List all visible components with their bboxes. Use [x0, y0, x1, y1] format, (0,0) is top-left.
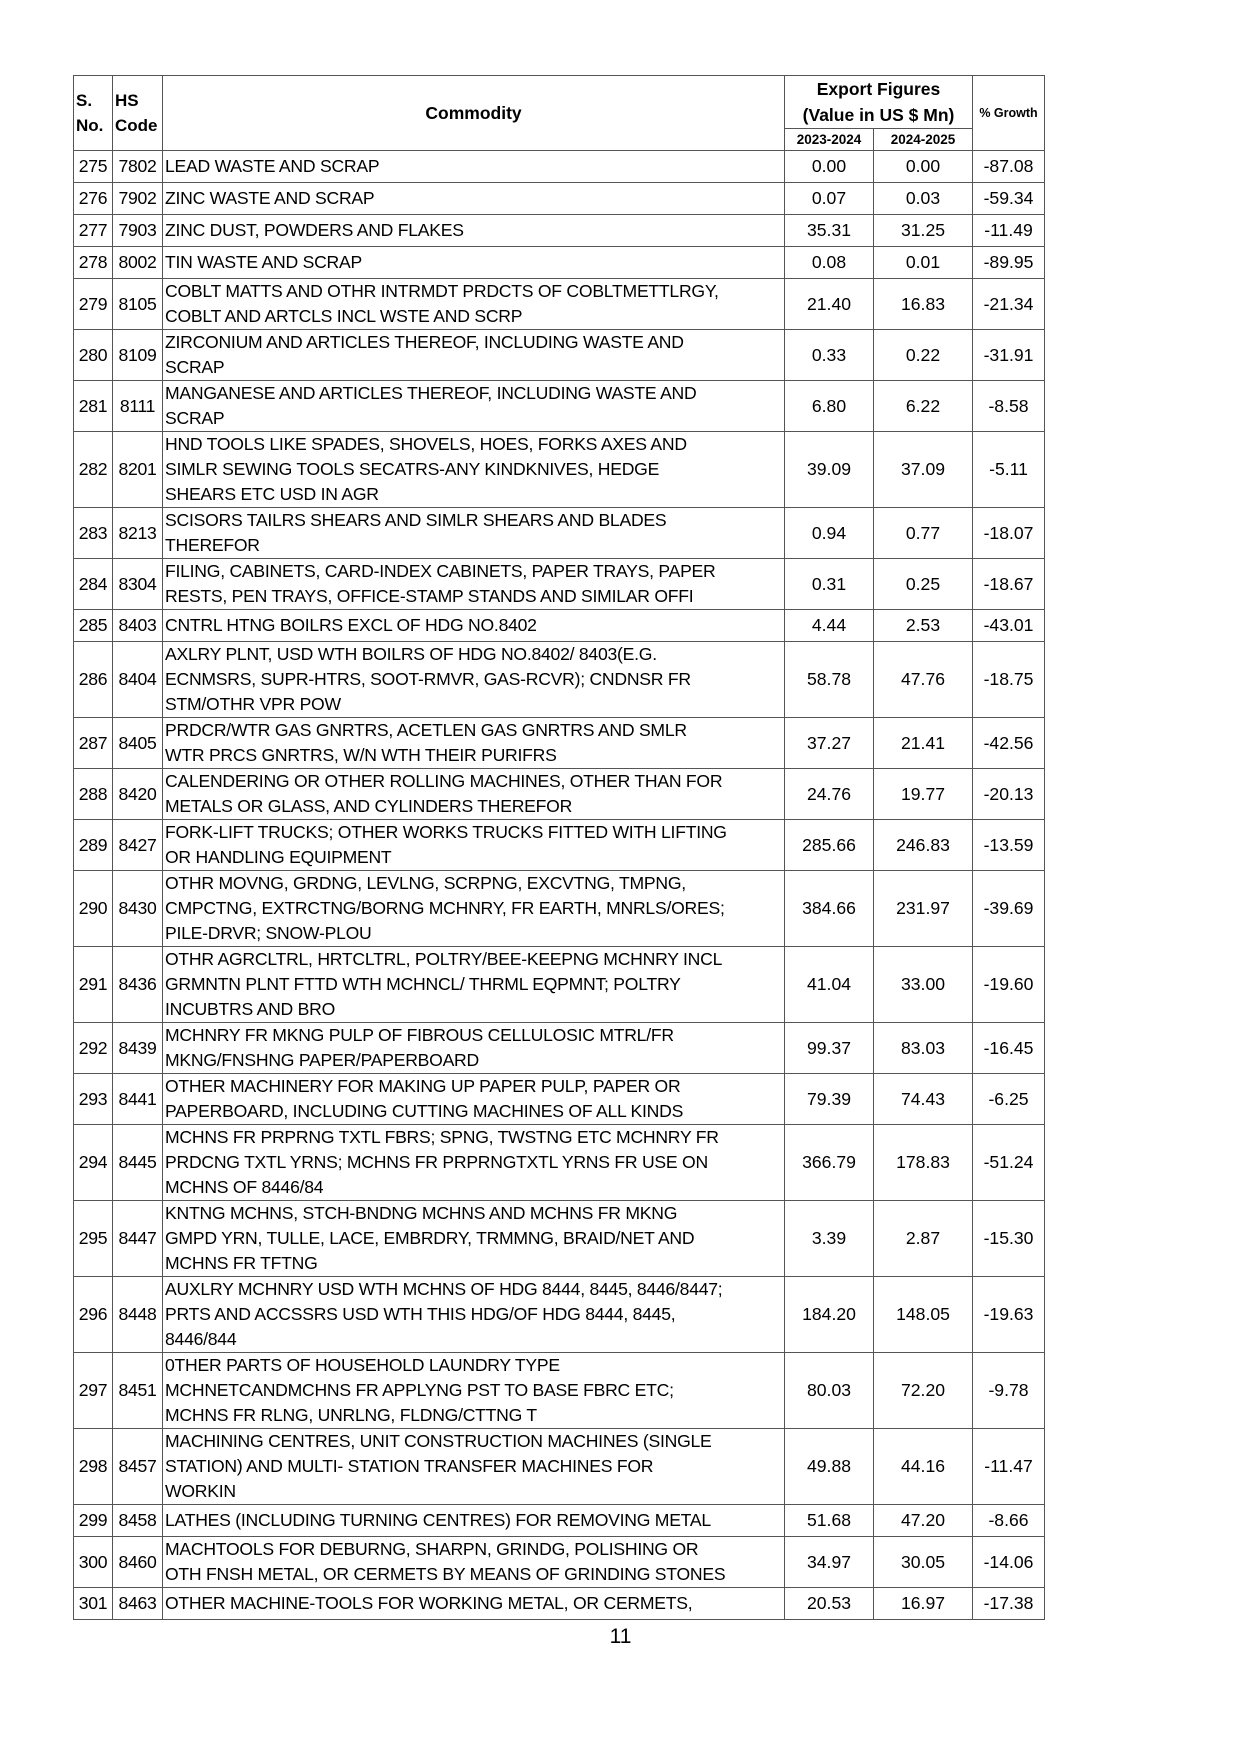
- value-2024-2025-cell: 21.41: [874, 718, 973, 769]
- commodity-line: OR HANDLING EQUIPMENT: [165, 847, 392, 867]
- commodity-line: MCHNETCANDMCHNS FR APPLYNG PST TO BASE FBRC ETC;: [165, 1380, 674, 1400]
- growth-cell: -42.56: [973, 718, 1045, 769]
- growth-cell: -14.06: [973, 1537, 1045, 1588]
- commodity-cell: [163, 183, 785, 215]
- commodity-cell: [163, 610, 785, 642]
- commodity-line: FORK-LIFT TRUCKS; OTHER WORKS TRUCKS FITTED WITH LIFTING: [165, 822, 727, 842]
- page-number: 11: [609, 1625, 632, 1648]
- table-row: [74, 1537, 1045, 1588]
- value-2023-2024-cell: 285.66: [785, 820, 874, 871]
- value-2024-2025-cell: 44.16: [874, 1429, 973, 1505]
- table-body: [74, 151, 1045, 1620]
- commodity-cell: [163, 559, 785, 610]
- commodity-line: TIN WASTE AND SCRAP: [165, 252, 362, 272]
- commodity-line: PRDCR/WTR GAS GNRTRS, ACETLEN GAS GNRTRS AND SMLR: [165, 720, 687, 740]
- hs-code-cell: 8451: [113, 1353, 163, 1429]
- commodity-line: STATION) AND MULTI- STATION TRANSFER MACHINES FOR: [165, 1456, 654, 1476]
- commodity-line: ZINC DUST, POWDERS AND FLAKES: [165, 220, 464, 240]
- commodity-cell: [163, 718, 785, 769]
- table-row: [74, 330, 1045, 381]
- commodity-cell: [163, 1537, 785, 1588]
- value-2024-2025-cell: 178.83: [874, 1125, 973, 1201]
- commodity-line: CALENDERING OR OTHER ROLLING MACHINES, OTHER THAN FOR: [165, 771, 723, 791]
- growth-cell: -17.38: [973, 1588, 1045, 1620]
- table-row: [74, 871, 1045, 947]
- commodity-cell: [163, 1125, 785, 1201]
- hs-code-cell: 8448: [113, 1277, 163, 1353]
- table-row: [74, 1505, 1045, 1537]
- value-2024-2025-cell: 0.77: [874, 508, 973, 559]
- serial-number-cell: 300: [74, 1537, 113, 1588]
- commodity-line: RESTS, PEN TRAYS, OFFICE-STAMP STANDS AND SIMILAR OFFI: [165, 586, 694, 606]
- value-2023-2024-cell: 0.33: [785, 330, 874, 381]
- header-hs-code-line: HS: [115, 91, 139, 110]
- table-row: [74, 642, 1045, 718]
- value-2023-2024-cell: 35.31: [785, 215, 874, 247]
- value-2023-2024-cell: 21.40: [785, 279, 874, 330]
- commodity-line: MCHNS FR TFTNG: [165, 1253, 318, 1273]
- hs-code-cell: 7802: [113, 151, 163, 183]
- commodity-line: MACHTOOLS FOR DEBURNG, SHARPN, GRINDG, POLISHING OR: [165, 1539, 699, 1559]
- value-2023-2024-cell: 0.31: [785, 559, 874, 610]
- commodity-line: PRTS AND ACCSSRS USD WTH THIS HDG/OF HDG 8444, 8445,: [165, 1304, 676, 1324]
- commodity-line: GRMNTN PLNT FTTD WTH MCHNCL/ THRML EQPMNT; POLTRY: [165, 974, 681, 994]
- serial-number-cell: 293: [74, 1074, 113, 1125]
- table-row: [74, 279, 1045, 330]
- value-2024-2025-cell: 83.03: [874, 1023, 973, 1074]
- table-row: [74, 1125, 1045, 1201]
- commodity-line: FILING, CABINETS, CARD-INDEX CABINETS, PAPER TRAYS, PAPER: [165, 561, 716, 581]
- header-export-figures: [785, 76, 973, 129]
- hs-code-cell: 8445: [113, 1125, 163, 1201]
- commodity-line: OTHR MOVNG, GRDNG, LEVLNG, SCRPNG, EXCVTNG, TMPNG,: [165, 873, 686, 893]
- hs-code-cell: 8436: [113, 947, 163, 1023]
- serial-number-cell: 289: [74, 820, 113, 871]
- commodity-line: THEREFOR: [165, 535, 260, 555]
- serial-number-cell: 296: [74, 1277, 113, 1353]
- hs-code-cell: 8404: [113, 642, 163, 718]
- value-2024-2025-cell: 30.05: [874, 1537, 973, 1588]
- table-row: [74, 151, 1045, 183]
- value-2023-2024-cell: 49.88: [785, 1429, 874, 1505]
- commodity-line: METALS OR GLASS, AND CYLINDERS THEREFOR: [165, 796, 573, 816]
- value-2024-2025-cell: 16.97: [874, 1588, 973, 1620]
- hs-code-cell: 8403: [113, 610, 163, 642]
- value-2024-2025-cell: 0.00: [874, 151, 973, 183]
- value-2024-2025-cell: 16.83: [874, 279, 973, 330]
- commodity-cell: [163, 642, 785, 718]
- growth-cell: -18.75: [973, 642, 1045, 718]
- hs-code-cell: 8105: [113, 279, 163, 330]
- value-2024-2025-cell: 74.43: [874, 1074, 973, 1125]
- table-row: [74, 1074, 1045, 1125]
- hs-code-cell: 8002: [113, 247, 163, 279]
- serial-number-cell: 282: [74, 432, 113, 508]
- commodity-line: WORKIN: [165, 1481, 236, 1501]
- commodity-line: LEAD WASTE AND SCRAP: [165, 156, 380, 176]
- growth-cell: -31.91: [973, 330, 1045, 381]
- value-2023-2024-cell: 184.20: [785, 1277, 874, 1353]
- hs-code-cell: 8420: [113, 769, 163, 820]
- commodity-line: CNTRL HTNG BOILRS EXCL OF HDG NO.8402: [165, 615, 537, 635]
- serial-number-cell: 290: [74, 871, 113, 947]
- commodity-cell: [163, 151, 785, 183]
- growth-cell: -43.01: [973, 610, 1045, 642]
- serial-number-cell: 295: [74, 1201, 113, 1277]
- serial-number-cell: 291: [74, 947, 113, 1023]
- value-2024-2025-cell: 37.09: [874, 432, 973, 508]
- value-2024-2025-cell: 72.20: [874, 1353, 973, 1429]
- value-2024-2025-cell: 0.03: [874, 183, 973, 215]
- growth-cell: -51.24: [973, 1125, 1045, 1201]
- growth-cell: -9.78: [973, 1353, 1045, 1429]
- growth-cell: -11.47: [973, 1429, 1045, 1505]
- commodity-line: OTH FNSH METAL, OR CERMETS BY MEANS OF GRINDING STONES: [165, 1564, 726, 1584]
- commodity-line: GMPD YRN, TULLE, LACE, EMBRDRY, TRMMNG, BRAID/NET AND: [165, 1228, 695, 1248]
- header-hs-code: [113, 76, 163, 151]
- table-row: [74, 718, 1045, 769]
- value-2023-2024-cell: 41.04: [785, 947, 874, 1023]
- table-row: [74, 610, 1045, 642]
- value-2023-2024-cell: 3.39: [785, 1201, 874, 1277]
- hs-code-cell: 8430: [113, 871, 163, 947]
- export-table-container: [73, 75, 1045, 1620]
- hs-code-cell: 8427: [113, 820, 163, 871]
- serial-number-cell: 276: [74, 183, 113, 215]
- commodity-line: ZIRCONIUM AND ARTICLES THEREOF, INCLUDING WASTE AND: [165, 332, 684, 352]
- commodity-line: LATHES (INCLUDING TURNING CENTRES) FOR REMOVING METAL: [165, 1510, 711, 1530]
- value-2024-2025-cell: 0.25: [874, 559, 973, 610]
- value-2023-2024-cell: 99.37: [785, 1023, 874, 1074]
- commodity-cell: [163, 1277, 785, 1353]
- header-serial-number: [74, 76, 113, 151]
- commodity-line: MACHINING CENTRES, UNIT CONSTRUCTION MACHINES (SINGLE: [165, 1431, 712, 1451]
- serial-number-cell: 278: [74, 247, 113, 279]
- hs-code-cell: 7903: [113, 215, 163, 247]
- commodity-line: AUXLRY MCHNRY USD WTH MCHNS OF HDG 8444, 8445, 8446/8447;: [165, 1279, 723, 1299]
- value-2023-2024-cell: 20.53: [785, 1588, 874, 1620]
- commodity-cell: [163, 279, 785, 330]
- table-row: [74, 381, 1045, 432]
- table-row: [74, 769, 1045, 820]
- header-growth: % Growth: [973, 76, 1045, 151]
- hs-code-cell: 8458: [113, 1505, 163, 1537]
- commodity-cell: [163, 508, 785, 559]
- value-2024-2025-cell: 31.25: [874, 215, 973, 247]
- export-figures-table: [73, 75, 1045, 1620]
- table-row: [74, 1023, 1045, 1074]
- commodity-line: COBLT MATTS AND OTHR INTRMDT PRDCTS OF COBLTMETTLRGY,: [165, 281, 719, 301]
- serial-number-cell: 275: [74, 151, 113, 183]
- commodity-line: 0THER PARTS OF HOUSEHOLD LAUNDRY TYPE: [165, 1355, 560, 1375]
- commodity-cell: [163, 1074, 785, 1125]
- hs-code-cell: 8439: [113, 1023, 163, 1074]
- commodity-cell: [163, 247, 785, 279]
- hs-code-cell: 8201: [113, 432, 163, 508]
- serial-number-cell: 285: [74, 610, 113, 642]
- serial-number-cell: 301: [74, 1588, 113, 1620]
- growth-cell: -11.49: [973, 215, 1045, 247]
- commodity-cell: [163, 1201, 785, 1277]
- commodity-line: OTHER MACHINE-TOOLS FOR WORKING METAL, OR CERMETS,: [165, 1593, 693, 1613]
- commodity-line: 8446/844: [165, 1329, 237, 1349]
- growth-cell: -59.34: [973, 183, 1045, 215]
- commodity-cell: [163, 432, 785, 508]
- value-2023-2024-cell: 0.07: [785, 183, 874, 215]
- commodity-line: OTHR AGRCLTRL, HRTCLTRL, POLTRY/BEE-KEEPNG MCHNRY INCL: [165, 949, 723, 969]
- commodity-cell: [163, 947, 785, 1023]
- value-2024-2025-cell: 231.97: [874, 871, 973, 947]
- commodity-cell: [163, 1429, 785, 1505]
- table-row: [74, 1201, 1045, 1277]
- value-2023-2024-cell: 24.76: [785, 769, 874, 820]
- commodity-line: KNTNG MCHNS, STCH-BNDNG MCHNS AND MCHNS FR MKNG: [165, 1203, 678, 1223]
- header-export-figures-title: Export Figures: [816, 79, 941, 99]
- growth-cell: -20.13: [973, 769, 1045, 820]
- commodity-line: MKNG/FNSHNG PAPER/PAPERBOARD: [165, 1050, 479, 1070]
- growth-cell: -19.60: [973, 947, 1045, 1023]
- commodity-line: PILE-DRVR; SNOW-PLOU: [165, 923, 372, 943]
- serial-number-cell: 298: [74, 1429, 113, 1505]
- value-2023-2024-cell: 4.44: [785, 610, 874, 642]
- value-2023-2024-cell: 79.39: [785, 1074, 874, 1125]
- commodity-cell: [163, 1023, 785, 1074]
- table-row: [74, 1429, 1045, 1505]
- commodity-line: SHEARS ETC USD IN AGR: [165, 484, 379, 504]
- commodity-line: CMPCTNG, EXTRCTNG/BORNG MCHNRY, FR EARTH, MNRLS/ORES;: [165, 898, 725, 918]
- commodity-line: MCHNS OF 8446/84: [165, 1177, 324, 1197]
- hs-code-cell: 8457: [113, 1429, 163, 1505]
- growth-cell: -18.67: [973, 559, 1045, 610]
- serial-number-cell: 283: [74, 508, 113, 559]
- value-2023-2024-cell: 80.03: [785, 1353, 874, 1429]
- header-export-figures-unit: (Value in US $ Mn): [802, 105, 955, 125]
- serial-number-cell: 292: [74, 1023, 113, 1074]
- commodity-cell: [163, 1353, 785, 1429]
- value-2024-2025-cell: 0.01: [874, 247, 973, 279]
- value-2023-2024-cell: 37.27: [785, 718, 874, 769]
- commodity-line: OTHER MACHINERY FOR MAKING UP PAPER PULP, PAPER OR: [165, 1076, 681, 1096]
- header-commodity: Commodity: [163, 76, 785, 151]
- growth-cell: -5.11: [973, 432, 1045, 508]
- commodity-cell: [163, 330, 785, 381]
- header-year-2024-2025: 2024-2025: [874, 129, 973, 151]
- commodity-line: SCRAP: [165, 408, 225, 428]
- growth-cell: -39.69: [973, 871, 1045, 947]
- commodity-line: MCHNS FR PRPRNG TXTL FBRS; SPNG, TWSTNG ETC MCHNRY FR: [165, 1127, 719, 1147]
- commodity-cell: [163, 215, 785, 247]
- header-serial-number-line: No.: [76, 116, 104, 135]
- hs-code-cell: 8460: [113, 1537, 163, 1588]
- hs-code-cell: 8109: [113, 330, 163, 381]
- serial-number-cell: 294: [74, 1125, 113, 1201]
- value-2023-2024-cell: 6.80: [785, 381, 874, 432]
- hs-code-cell: 8213: [113, 508, 163, 559]
- growth-cell: -15.30: [973, 1201, 1045, 1277]
- commodity-cell: [163, 1505, 785, 1537]
- table-row: [74, 247, 1045, 279]
- commodity-line: MCHNS FR RLNG, UNRLNG, FLDNG/CTTNG T: [165, 1405, 537, 1425]
- hs-code-cell: 8463: [113, 1588, 163, 1620]
- commodity-line: STM/OTHR VPR POW: [165, 694, 341, 714]
- value-2024-2025-cell: 47.76: [874, 642, 973, 718]
- growth-cell: -19.63: [973, 1277, 1045, 1353]
- hs-code-cell: 8111: [113, 381, 163, 432]
- hs-code-cell: 8405: [113, 718, 163, 769]
- header-hs-code-line: Code: [115, 116, 158, 135]
- commodity-line: ZINC WASTE AND SCRAP: [165, 188, 375, 208]
- value-2023-2024-cell: 51.68: [785, 1505, 874, 1537]
- serial-number-cell: 299: [74, 1505, 113, 1537]
- value-2024-2025-cell: 246.83: [874, 820, 973, 871]
- table-row: [74, 559, 1045, 610]
- commodity-cell: [163, 1588, 785, 1620]
- serial-number-cell: 280: [74, 330, 113, 381]
- growth-cell: -21.34: [973, 279, 1045, 330]
- value-2024-2025-cell: 33.00: [874, 947, 973, 1023]
- value-2023-2024-cell: 0.00: [785, 151, 874, 183]
- value-2024-2025-cell: 0.22: [874, 330, 973, 381]
- commodity-cell: [163, 769, 785, 820]
- value-2024-2025-cell: 6.22: [874, 381, 973, 432]
- growth-cell: -8.58: [973, 381, 1045, 432]
- value-2023-2024-cell: 366.79: [785, 1125, 874, 1201]
- value-2023-2024-cell: 58.78: [785, 642, 874, 718]
- commodity-line: ECNMSRS, SUPR-HTRS, SOOT-RMVR, GAS-RCVR); CNDNSR FR: [165, 669, 691, 689]
- commodity-line: INCUBTRS AND BRO: [165, 999, 336, 1019]
- value-2024-2025-cell: 47.20: [874, 1505, 973, 1537]
- table-header: [74, 76, 1045, 151]
- table-row: [74, 215, 1045, 247]
- table-row: [74, 947, 1045, 1023]
- commodity-cell: [163, 820, 785, 871]
- value-2023-2024-cell: 39.09: [785, 432, 874, 508]
- value-2023-2024-cell: 0.94: [785, 508, 874, 559]
- table-row: [74, 508, 1045, 559]
- commodity-line: WTR PRCS GNRTRS, W/N WTH THEIR PURIFRS: [165, 745, 557, 765]
- growth-cell: -87.08: [973, 151, 1045, 183]
- value-2024-2025-cell: 2.53: [874, 610, 973, 642]
- serial-number-cell: 284: [74, 559, 113, 610]
- value-2024-2025-cell: 148.05: [874, 1277, 973, 1353]
- growth-cell: -89.95: [973, 247, 1045, 279]
- growth-cell: -18.07: [973, 508, 1045, 559]
- table-row: [74, 432, 1045, 508]
- table-row: [74, 1277, 1045, 1353]
- hs-code-cell: 7902: [113, 183, 163, 215]
- commodity-line: SCRAP: [165, 357, 225, 377]
- commodity-line: PRDCNG TXTL YRNS; MCHNS FR PRPRNGTXTL YRNS FR USE ON: [165, 1152, 708, 1172]
- serial-number-cell: 279: [74, 279, 113, 330]
- growth-cell: -8.66: [973, 1505, 1045, 1537]
- header-year-2023-2024: 2023-2024: [785, 129, 874, 151]
- serial-number-cell: 281: [74, 381, 113, 432]
- commodity-line: PAPERBOARD, INCLUDING CUTTING MACHINES OF ALL KINDS: [165, 1101, 684, 1121]
- hs-code-cell: 8441: [113, 1074, 163, 1125]
- serial-number-cell: 277: [74, 215, 113, 247]
- table-row: [74, 820, 1045, 871]
- table-row: [74, 1588, 1045, 1620]
- commodity-line: COBLT AND ARTCLS INCL WSTE AND SCRP: [165, 306, 523, 326]
- commodity-line: SIMLR SEWING TOOLS SECATRS-ANY KINDKNIVES, HEDGE: [165, 459, 660, 479]
- commodity-cell: [163, 871, 785, 947]
- commodity-line: MCHNRY FR MKNG PULP OF FIBROUS CELLULOSIC MTRL/FR: [165, 1025, 674, 1045]
- commodity-line: MANGANESE AND ARTICLES THEREOF, INCLUDING WASTE AND: [165, 383, 697, 403]
- commodity-cell: [163, 381, 785, 432]
- commodity-line: AXLRY PLNT, USD WTH BOILRS OF HDG NO.8402/ 8403(E.G.: [165, 644, 657, 664]
- commodity-line: SCISORS TAILRS SHEARS AND SIMLR SHEARS AND BLADES: [165, 510, 667, 530]
- hs-code-cell: 8304: [113, 559, 163, 610]
- value-2023-2024-cell: 384.66: [785, 871, 874, 947]
- serial-number-cell: 287: [74, 718, 113, 769]
- serial-number-cell: 286: [74, 642, 113, 718]
- value-2024-2025-cell: 2.87: [874, 1201, 973, 1277]
- commodity-line: HND TOOLS LIKE SPADES, SHOVELS, HOES, FORKS AXES AND: [165, 434, 687, 454]
- growth-cell: -13.59: [973, 820, 1045, 871]
- growth-cell: -6.25: [973, 1074, 1045, 1125]
- serial-number-cell: 297: [74, 1353, 113, 1429]
- value-2024-2025-cell: 19.77: [874, 769, 973, 820]
- growth-cell: -16.45: [973, 1023, 1045, 1074]
- hs-code-cell: 8447: [113, 1201, 163, 1277]
- table-row: [74, 1353, 1045, 1429]
- header-serial-number-line: S.: [76, 91, 93, 110]
- serial-number-cell: 288: [74, 769, 113, 820]
- table-row: [74, 183, 1045, 215]
- value-2023-2024-cell: 0.08: [785, 247, 874, 279]
- value-2023-2024-cell: 34.97: [785, 1537, 874, 1588]
